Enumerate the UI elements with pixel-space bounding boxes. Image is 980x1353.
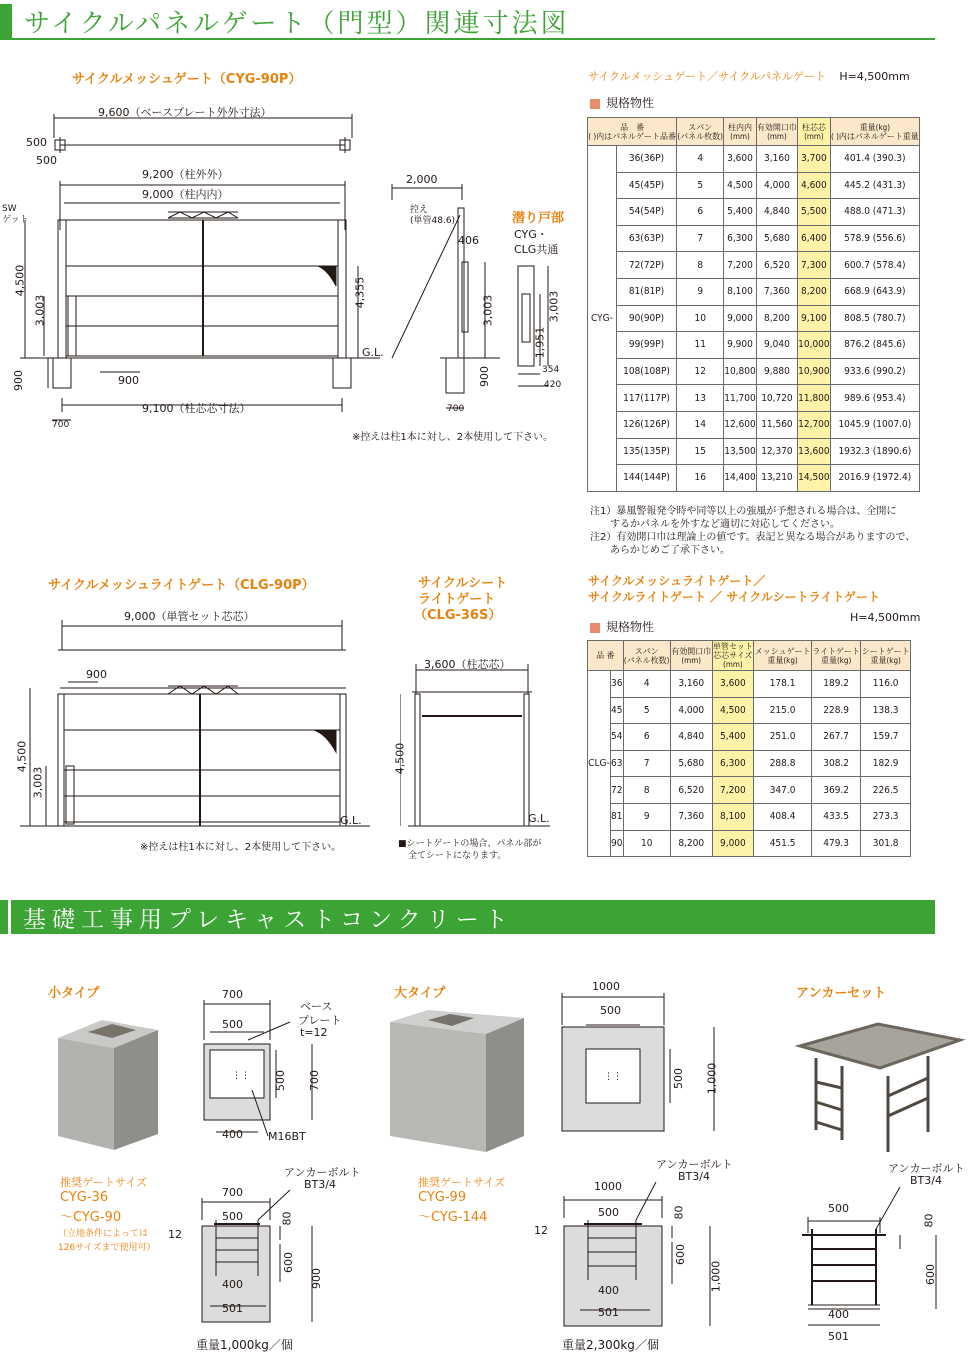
sheet-dim-gl: G.L.: [528, 812, 550, 825]
table-cell: 1932.3 (1890.6): [830, 438, 919, 465]
anchor-drawing: [790, 1185, 970, 1350]
table-row: [588, 172, 920, 199]
table-cell: 4,000: [756, 172, 797, 199]
table-cell: 90(90P): [616, 305, 676, 332]
large-s501: 501: [598, 1306, 619, 1319]
table-cell: 288.8: [754, 750, 812, 777]
table-cell: 16: [677, 465, 724, 492]
spec1-bullet-icon: [590, 99, 600, 109]
table-cell: 117(117P): [616, 385, 676, 412]
table-cell: 13: [677, 385, 724, 412]
large-d500: 500: [600, 1004, 621, 1017]
clg-drawing-title: サイクルメッシュライトゲート（CLG-90P）: [48, 578, 315, 593]
table-cell: 369.2: [811, 777, 860, 804]
table-cell: 6,300: [724, 225, 757, 252]
table-row: [588, 385, 920, 412]
large-anchor1: アンカーボルト: [656, 1158, 733, 1171]
small-d400: 400: [222, 1128, 243, 1141]
cyg-note: ※控えは柱1本に対し、2本使用して下さい。: [352, 432, 554, 443]
table-cell: 4: [677, 146, 724, 173]
table-cell: 45(45P): [616, 172, 676, 199]
table-cell: 54: [610, 724, 623, 751]
table-cell: 8,200: [670, 830, 712, 857]
table-cell: 12: [677, 358, 724, 385]
spec2-header-1: スパン (パネル枚数): [623, 641, 670, 671]
small-anchor1: アンカーボルト: [284, 1166, 361, 1179]
table-cell: 5,400: [724, 199, 757, 226]
table-row: [588, 465, 920, 492]
dim-w-900: 900: [118, 374, 139, 387]
small-rec3: ～CYG-90: [60, 1210, 122, 1225]
table-cell: 408.4: [754, 803, 812, 830]
table-cell: 933.6 (990.2): [830, 358, 919, 385]
table-cell: 251.0: [754, 724, 812, 751]
table-cell: 215.0: [754, 697, 812, 724]
spec2-header-0: 品 番: [588, 641, 624, 671]
table-cell: 144(144P): [616, 465, 676, 492]
table-cell: 9,000: [724, 305, 757, 332]
clg-dim-gl: G.L.: [340, 814, 362, 827]
sheet-title-1: サイクルシート: [418, 576, 508, 591]
clg-gate-drawing: [0, 600, 380, 840]
large-s600: 600: [674, 1244, 687, 1265]
anchor-d501: 501: [828, 1330, 849, 1343]
small-s500: 500: [222, 1210, 243, 1223]
dim-overall: 9,600（ベースプレート外外寸法）: [98, 106, 272, 119]
table-cell: 15: [677, 438, 724, 465]
table-cell: 3,600: [712, 671, 754, 698]
sheet-title-3: （CLG-36S）: [414, 608, 502, 623]
table-cell: 10,900: [798, 358, 831, 385]
table-cell: 45: [610, 697, 623, 724]
large-s80: 80: [672, 1205, 686, 1220]
table-row: [588, 252, 920, 279]
dim-500-top: 500: [26, 136, 47, 149]
anchor-label: アンカーセット: [796, 986, 887, 1001]
spec1-notes: [590, 505, 915, 557]
table-cell: 8: [677, 252, 724, 279]
dim-outer: 9,200（柱外外）: [142, 168, 229, 181]
small-plate2: プレート: [298, 1014, 342, 1027]
table-cell: 10,800: [724, 358, 757, 385]
table-cell: 178.1: [754, 671, 812, 698]
table-cell: 7,200: [712, 777, 754, 804]
spec1-header-4: 柱芯芯 (mm): [798, 118, 831, 146]
table-row: [588, 332, 920, 359]
anchor-anchor2: BT3/4: [910, 1174, 942, 1187]
table-cell: 9,000: [712, 830, 754, 857]
large-d500v: 500: [672, 1068, 685, 1089]
clg-dim-900: 900: [86, 668, 107, 681]
large-s1000v: 1,000: [709, 1260, 723, 1293]
table-cell: 8: [623, 777, 670, 804]
dim-500-bottom: 500: [36, 154, 57, 167]
small-s400: 400: [222, 1278, 243, 1291]
door-h1: 3,003: [547, 290, 561, 323]
dim-inner: 9,000（柱内内）: [142, 188, 229, 201]
small-block-photo: [48, 1010, 168, 1160]
small-s700: 700: [222, 1186, 243, 1199]
large-anchor2: BT3/4: [678, 1170, 710, 1183]
dim-w-700: 700: [52, 420, 70, 430]
table-row: [588, 305, 920, 332]
clg-note: ※控えは柱1本に対し、2本使用して下さい。: [140, 842, 342, 853]
table-cell: 11,800: [798, 385, 831, 412]
table-row: [588, 278, 920, 305]
anchor-d500: 500: [828, 1202, 849, 1215]
small-d500v: 500: [274, 1070, 287, 1091]
sheet-dim-w: 3,600（柱芯芯）: [424, 658, 511, 671]
table-cell: 90: [610, 830, 623, 857]
table-cell: 5,680: [756, 225, 797, 252]
spec2-table: [587, 640, 911, 857]
clg-dim-h2: 3,003: [31, 766, 45, 799]
spec1-note-1: するかパネルを外すなど適切に対応してください。: [590, 519, 840, 530]
table-cell: 13,600: [798, 438, 831, 465]
large-s1000: 1000: [594, 1180, 622, 1193]
table-cell: 3,160: [756, 146, 797, 173]
small-s501: 501: [222, 1302, 243, 1315]
anchor-anchor1: アンカーボルト: [888, 1162, 965, 1175]
spec1-header-2: 柱内内 (mm): [724, 118, 757, 146]
spec1-heading: [588, 68, 910, 84]
small-section-drawing: [180, 1180, 370, 1330]
table-cell: 81: [610, 803, 623, 830]
spec2-header-6: シートゲート 重量(kg): [861, 641, 911, 671]
spec2-header-5: ライトゲート 重量(kg): [811, 641, 860, 671]
small-bolt: M16BT: [268, 1130, 306, 1143]
door-w1: 354: [542, 365, 560, 375]
small-weight: 重量1,000kg／個: [196, 1338, 293, 1352]
table-cell: 2016.9 (1972.4): [830, 465, 919, 492]
table-cell: 401.4 (390.3): [830, 146, 919, 173]
table-cell: 7: [677, 225, 724, 252]
table-row: [588, 830, 911, 857]
small-s12: 12: [168, 1228, 182, 1241]
dim-406: 406: [458, 234, 479, 247]
table-cell: 876.2 (845.6): [830, 332, 919, 359]
table-cell: 6: [677, 199, 724, 226]
table-cell: 9: [677, 278, 724, 305]
table-cell: 189.2: [811, 671, 860, 698]
table-cell: 3,160: [670, 671, 712, 698]
table-cell: 4,840: [756, 199, 797, 226]
table-cell: 4,840: [670, 724, 712, 751]
table-cell: 3,700: [798, 146, 831, 173]
large-rec1: 推奨ゲートサイズ: [418, 1176, 506, 1189]
table-cell: 4,500: [712, 697, 754, 724]
spec1-table: [587, 117, 920, 492]
small-rec1: 推奨ゲートサイズ: [60, 1176, 148, 1189]
spec2-header-3: 単管セット 芯芯サイズ (mm): [712, 642, 753, 669]
table-cell: 5,400: [712, 724, 754, 751]
anchor-d80: 80: [922, 1213, 936, 1228]
small-s80: 80: [280, 1211, 294, 1226]
table-cell: 10,000: [798, 332, 831, 359]
door-title: 潜り戸部: [512, 211, 565, 226]
table-cell: 108(108P): [616, 358, 676, 385]
table-cell: 6,300: [712, 750, 754, 777]
table-cell: 451.5: [754, 830, 812, 857]
table-cell: 7: [623, 750, 670, 777]
small-d700v: 700: [308, 1070, 321, 1091]
table-cell: 14: [677, 411, 724, 438]
dim-h-panel: 3,003: [33, 294, 47, 327]
page-title: サイクルパネルゲート（門型）関連寸法図: [24, 8, 570, 39]
clg-dim-h: 4,500: [15, 740, 29, 773]
door-sub1: CYG・: [514, 228, 548, 241]
large-d1000v: 1,000: [705, 1062, 719, 1095]
table-cell: 9,040: [756, 332, 797, 359]
table-cell: 8,100: [724, 278, 757, 305]
spec1-title: サイクルメッシュゲート／サイクルパネルゲート: [588, 70, 826, 83]
table-cell: 479.3: [811, 830, 860, 857]
spec1-label-wrap: [590, 94, 654, 111]
dim-side-700: 700: [447, 404, 465, 414]
table-cell: 3,600: [724, 146, 757, 173]
table-row: [588, 411, 920, 438]
small-plate1: ベース: [300, 1000, 333, 1013]
spec2-bullet-icon: [590, 623, 600, 633]
spec1-header-3: 有効開口巾 (mm): [756, 118, 797, 146]
table-row: [588, 146, 920, 173]
svg-text:⋮⋮: ⋮⋮: [604, 1072, 622, 1082]
section2-bar: [8, 900, 11, 934]
table-cell: 7,200: [724, 252, 757, 279]
table-cell: 4,500: [724, 172, 757, 199]
spec2-height: H=4,500mm: [850, 611, 921, 624]
table-cell: 4,600: [798, 172, 831, 199]
table-cell: 228.9: [811, 697, 860, 724]
large-rec2: CYG-99: [418, 1190, 467, 1205]
sheet-note-2: 全てシートになります。: [408, 851, 507, 861]
table-cell: 5: [623, 697, 670, 724]
small-anchor2: BT3/4: [304, 1178, 336, 1191]
table-cell: 159.7: [861, 724, 911, 751]
table-cell: 433.5: [811, 803, 860, 830]
large-s500: 500: [598, 1206, 619, 1219]
spec1-note-3: あらかじめご了承下さい。: [590, 545, 730, 556]
table-row: [588, 803, 911, 830]
cyg-drawing-title: サイクルメッシュゲート（CYG-90P）: [72, 72, 302, 87]
dim-side-900: 900: [478, 366, 491, 387]
header-bar: [0, 4, 12, 38]
table-cell: 12,370: [756, 438, 797, 465]
spec1-note-0: 注1）暴風警報発令時や同等以上の強風が予想される場合は、全開に: [590, 506, 897, 517]
table-cell: 6: [623, 724, 670, 751]
table-cell: 126(126P): [616, 411, 676, 438]
small-rec4: （立地条件によっては: [58, 1229, 149, 1239]
large-s12: 12: [534, 1224, 548, 1237]
table-cell: 6,520: [756, 252, 797, 279]
table-cell: 182.9: [861, 750, 911, 777]
header-rule: [0, 38, 935, 40]
section2-title: 基礎工事用プレキャストコンクリート: [23, 906, 514, 933]
table-cell: 9,100: [798, 305, 831, 332]
dim-brace: 控え (単管48.6): [410, 205, 456, 226]
table-cell: 9: [623, 803, 670, 830]
table-cell: 7,360: [756, 278, 797, 305]
dim-pitch: 9,100（柱芯芯寸法）: [142, 402, 251, 415]
table-row: [588, 697, 911, 724]
small-plate3: t=12: [300, 1026, 328, 1039]
table-cell: 13,210: [756, 465, 797, 492]
table-cell: 81(81P): [616, 278, 676, 305]
small-d700: 700: [222, 988, 243, 1001]
table-cell: 36(36P): [616, 146, 676, 173]
svg-text:⋮⋮: ⋮⋮: [232, 1071, 250, 1081]
table-cell: 10: [677, 305, 724, 332]
spec1-header-0: 品 番 ( )内はパネルゲート品番: [588, 118, 677, 146]
table-cell: 989.6 (953.4): [830, 385, 919, 412]
table-cell: 5,500: [798, 199, 831, 226]
table-cell: 72(72P): [616, 252, 676, 279]
spec1-note-2: 注2）有効開口巾は理論上の値です。表記と異なる場合がありますので、: [590, 532, 916, 543]
anchor-d400: 400: [828, 1308, 849, 1321]
table-cell: 1045.9 (1007.0): [830, 411, 919, 438]
table-cell: 4,000: [670, 697, 712, 724]
small-rec5: 126サイズまで使用可）: [58, 1243, 156, 1253]
large-s400: 400: [598, 1284, 619, 1297]
large-d1000: 1000: [592, 980, 620, 993]
table-cell: 347.0: [754, 777, 812, 804]
table-cell: 11,700: [724, 385, 757, 412]
table-row: [588, 724, 911, 751]
table-cell: 14,400: [724, 465, 757, 492]
table-cell: 63(63P): [616, 225, 676, 252]
door-h2: 1,951: [533, 326, 547, 359]
table-cell: 7,360: [670, 803, 712, 830]
large-section-drawing: [540, 1176, 740, 1336]
dim-sw: SW ゲット: [2, 204, 29, 225]
spec1-header-1: スパン (パネル枚数): [677, 118, 724, 146]
table-cell: 63: [610, 750, 623, 777]
table-cell: 138.3: [861, 697, 911, 724]
table-cell: 6,520: [670, 777, 712, 804]
dim-gl: G.L.: [362, 346, 384, 359]
table-cell: 135(135P): [616, 438, 676, 465]
table-row: [588, 199, 920, 226]
table-cell: 5: [677, 172, 724, 199]
anchor-d600: 600: [924, 1264, 937, 1285]
table-cell: 8,100: [712, 803, 754, 830]
table-cell: 14,500: [798, 465, 831, 492]
dim-h-frame: 4,355: [353, 276, 367, 309]
table-cell: 488.0 (471.3): [830, 199, 919, 226]
dim-side-w: 2,000: [406, 173, 438, 186]
table-cell: 116.0: [861, 671, 911, 698]
spec2-label: 規格物性: [606, 620, 655, 634]
table-cell: 99(99P): [616, 332, 676, 359]
small-s900: 900: [310, 1268, 323, 1289]
table-row: [588, 358, 920, 385]
table-cell: 12,700: [798, 411, 831, 438]
spec1-header-5: 重量(kg) ( )内はパネルゲート重量: [830, 118, 919, 146]
table-cell: 13,500: [724, 438, 757, 465]
table-row: [588, 671, 911, 698]
door-w2: 420: [544, 380, 562, 390]
table-cell: 36: [610, 671, 623, 698]
header-band: [0, 4, 935, 38]
sheet-gate-drawing: [400, 650, 580, 840]
sheet-title-2: ライトゲート: [418, 592, 496, 607]
small-s600: 600: [282, 1252, 295, 1273]
small-rec2: CYG-36: [60, 1190, 109, 1205]
table-cell: 668.9 (643.9): [830, 278, 919, 305]
dim-h-found: 900: [12, 370, 25, 391]
spec1-label: 規格物性: [606, 96, 655, 110]
table-cell: 578.9 (556.6): [830, 225, 919, 252]
table-cell: 301.8: [861, 830, 911, 857]
cyg-gate-drawing: [0, 90, 580, 450]
table-cell: 11,560: [756, 411, 797, 438]
table-group-cell: CYG-: [588, 146, 617, 492]
table-cell: 267.7: [811, 724, 860, 751]
table-cell: 8,200: [798, 278, 831, 305]
table-cell: 6,400: [798, 225, 831, 252]
spec2-header-4: メッシュゲート 重量(kg): [754, 641, 812, 671]
table-row: [588, 777, 911, 804]
table-cell: 12,600: [724, 411, 757, 438]
spec2-label-wrap: [590, 618, 654, 635]
spec1-height: H=4,500mm: [839, 70, 910, 83]
spec2-header-2: 有効開口巾 (mm): [670, 641, 712, 671]
table-cell: 308.2: [811, 750, 860, 777]
dim-h-total: 4,500: [13, 264, 27, 297]
door-sub2: CLG共通: [514, 243, 559, 256]
sheet-note-1: ■シートゲートの場合、パネル部が: [398, 839, 542, 849]
large-label: 大タイプ: [394, 986, 446, 1001]
table-cell: 7,300: [798, 252, 831, 279]
table-row: [588, 750, 911, 777]
large-rec3: ～CYG-144: [418, 1210, 488, 1225]
large-plan-drawing: [540, 985, 740, 1135]
table-cell: 9,900: [724, 332, 757, 359]
large-block-photo: [388, 1006, 538, 1156]
table-row: [588, 438, 920, 465]
table-cell: 10: [623, 830, 670, 857]
anchor-photo: [788, 1010, 968, 1160]
table-cell: 445.2 (431.3): [830, 172, 919, 199]
table-cell: 11: [677, 332, 724, 359]
spec2-title-1: サイクルメッシュライトゲート／: [588, 574, 766, 588]
table-row: [588, 225, 920, 252]
table-cell: 273.3: [861, 803, 911, 830]
section2-band: [0, 900, 935, 934]
sheet-dim-h: 4,500: [393, 742, 407, 775]
table-cell: 72: [610, 777, 623, 804]
table-cell: 54(54P): [616, 199, 676, 226]
table-cell: 10,720: [756, 385, 797, 412]
table-cell: 808.5 (780.7): [830, 305, 919, 332]
clg-dim-w: 9,000（単管セット芯芯）: [124, 610, 255, 623]
spec2-title-2: サイクルライトゲート ／ サイクルシートライトゲート: [588, 590, 880, 604]
large-weight: 重量2,300kg／個: [562, 1338, 659, 1352]
table-cell: 9,880: [756, 358, 797, 385]
table-cell: 226.5: [861, 777, 911, 804]
table-cell: 600.7 (578.4): [830, 252, 919, 279]
dim-side-3003: 3,003: [481, 294, 495, 327]
table-cell: 8,200: [756, 305, 797, 332]
small-label: 小タイプ: [48, 986, 100, 1001]
table-cell: 4: [623, 671, 670, 698]
table-cell: 5,680: [670, 750, 712, 777]
table-group-cell: CLG-: [588, 671, 611, 857]
small-d500: 500: [222, 1018, 243, 1031]
